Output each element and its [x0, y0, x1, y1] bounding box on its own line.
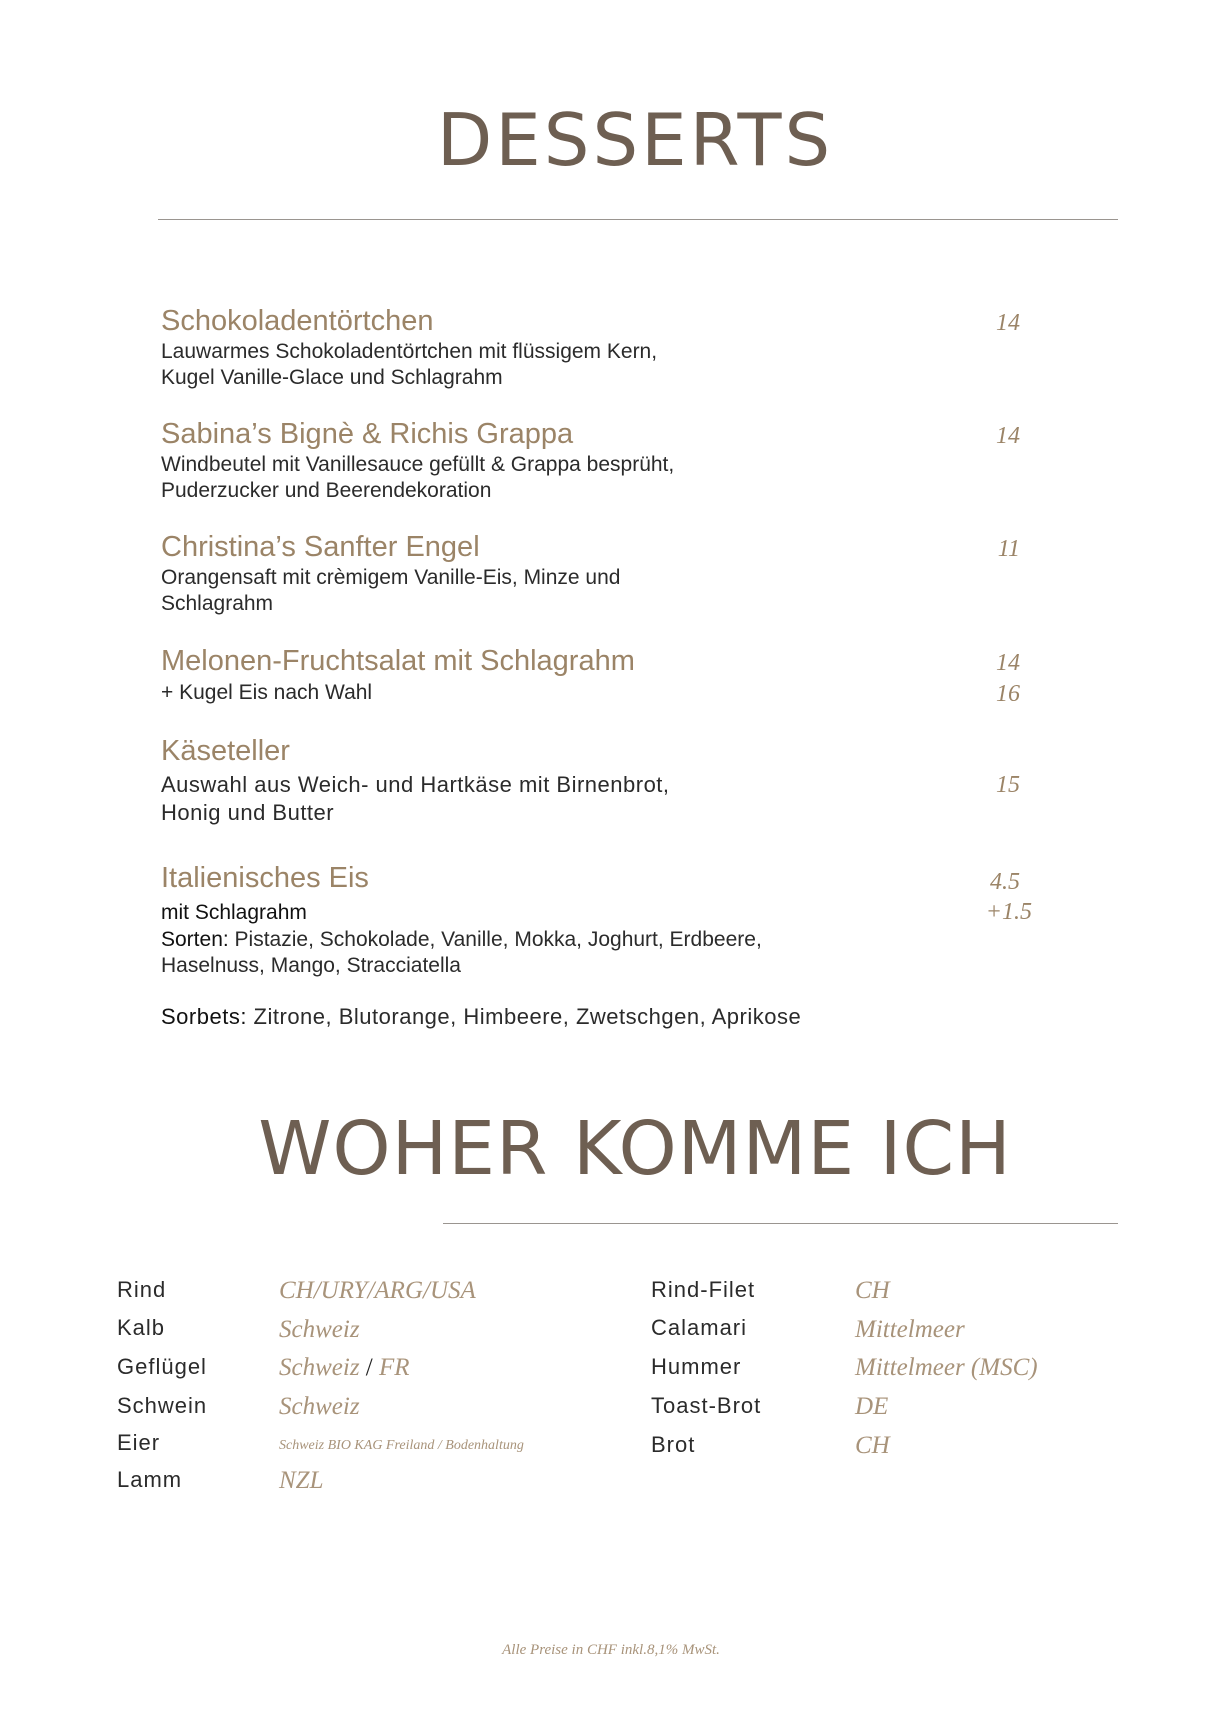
origin-value-part: Schweiz — [279, 1354, 360, 1381]
dish-price: 14 — [996, 650, 1020, 676]
dish-description-line: Honig und Butter — [161, 800, 335, 825]
dish-description — [161, 565, 861, 617]
origin-label: Geflügel — [117, 1354, 207, 1379]
origin-divider — [443, 1223, 1118, 1224]
dish-description — [161, 452, 861, 504]
sorbets-text: Zitrone, Blutorange, Himbeere, Zwetschgen, Aprikose — [246, 1004, 802, 1029]
origin-value-part: FR — [379, 1354, 410, 1381]
sorbets-label: Sorbets: — [161, 1004, 247, 1029]
dish-description-line: Kugel Vanille-Glace und Schlagrahm — [161, 366, 503, 389]
origin-value: Schweiz — [279, 1393, 360, 1420]
dish-name: Käseteller — [161, 735, 290, 767]
origin-label: Brot — [651, 1432, 696, 1457]
dish-name: Schokoladentörtchen — [161, 305, 434, 337]
dish-description — [161, 771, 861, 827]
desserts-title: DESSERTS — [436, 98, 834, 182]
origin-value: CH/URY/ARG/USA — [279, 1277, 476, 1304]
origin-value: Schweiz BIO KAG Freiland / Bodenhaltung — [279, 1438, 524, 1453]
dish-price: 14 — [996, 310, 1020, 336]
origin-value: Mittelmeer — [855, 1316, 965, 1343]
dish-price-extra: +1.5 — [985, 899, 1032, 925]
sorbets — [161, 1004, 861, 1030]
origin-label: Calamari — [651, 1315, 748, 1340]
dish-price: 15 — [996, 772, 1020, 798]
origin-label: Eier — [117, 1430, 161, 1455]
origin-title: WOHER KOMME ICH — [258, 1106, 1012, 1192]
dish-name: Italienisches Eis — [161, 862, 369, 894]
origin-value: DE — [855, 1393, 889, 1420]
dish-name: Melonen-Fruchtsalat mit Schlagrahm — [161, 645, 635, 677]
dish-description-line: Orangensaft mit crèmigem Vanille-Eis, Minze und — [161, 566, 621, 589]
dish-price: 4.5 — [990, 869, 1020, 895]
dish-description-line: Lauwarmes Schokoladentörtchen mit flüssigem Kern, — [161, 340, 658, 363]
origin-value: CH — [855, 1432, 890, 1459]
sorten-text: Pistazie, Schokolade, Vanille, Mokka, Joghurt, Erdbeere, — [228, 928, 762, 951]
dish-description — [161, 339, 861, 391]
origin-value: CH — [855, 1277, 890, 1304]
footer-note: Alle Preise in CHF inkl.8,1% MwSt. — [502, 1642, 720, 1658]
dish-description-line: Puderzucker und Beerendekoration — [161, 479, 492, 502]
dish-description-line: Auswahl aus Weich- und Hartkäse mit Birnenbrot, — [161, 772, 670, 797]
dish-price: 14 — [996, 423, 1020, 449]
origin-label: Hummer — [651, 1354, 742, 1379]
dish-name: Sabina’s Bignè & Richis Grappa — [161, 418, 574, 450]
ice-flavours-line: Haselnuss, Mango, Stracciatella — [161, 954, 461, 977]
origin-value: Mittelmeer (MSC) — [855, 1354, 1038, 1381]
origin-value — [279, 1355, 410, 1380]
sorten-label: Sorten: — [161, 928, 229, 951]
origin-label: Kalb — [117, 1315, 166, 1340]
dish-price-extra: 16 — [996, 681, 1020, 707]
dish-description-line: Windbeutel mit Vanillesauce gefüllt & Grappa besprüht, — [161, 453, 675, 476]
dish-name: Christina’s Sanfter Engel — [161, 531, 480, 563]
origin-value: Schweiz — [279, 1316, 360, 1343]
dish-extra: mit Schlagrahm — [161, 901, 307, 924]
dish-price: 11 — [997, 536, 1020, 562]
dish-description-line: Schlagrahm — [161, 592, 274, 615]
dish-description — [161, 680, 861, 706]
origin-separator: / — [359, 1354, 379, 1381]
desserts-divider — [158, 219, 1118, 220]
ice-flavours-line — [161, 927, 861, 953]
origin-label: Rind-Filet — [651, 1277, 756, 1302]
origin-value: NZL — [279, 1467, 324, 1494]
dish-description-line: + Kugel Eis nach Wahl — [161, 681, 373, 704]
origin-label: Toast-Brot — [651, 1393, 762, 1418]
ice-flavours — [161, 927, 861, 979]
origin-label: Rind — [117, 1277, 167, 1302]
origin-label: Schwein — [117, 1393, 208, 1418]
origin-label: Lamm — [117, 1467, 183, 1492]
